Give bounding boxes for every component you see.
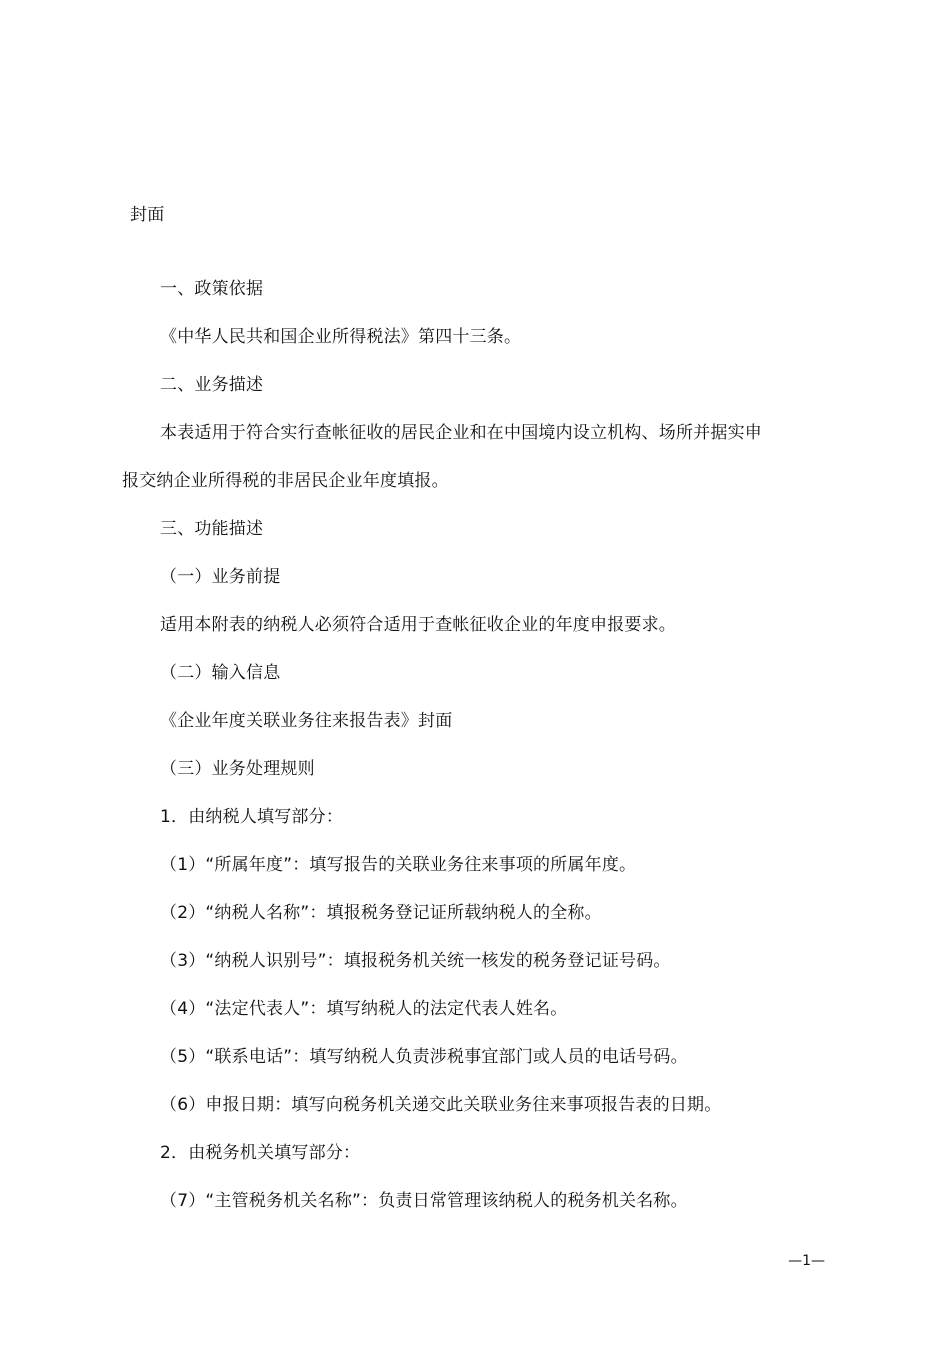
subsection-heading-processing-rules: （三）业务处理规则 [160,759,315,779]
rule-heading-tax-authority-section: 2．由税务机关填写部分： [160,1143,361,1163]
rule-item-5: （5）“联系电话”：填写纳税人负责涉税事宜部门或人员的电话号码。 [160,1047,688,1067]
section-heading-business-description: 二、业务描述 [160,375,264,395]
policy-basis-text: 《中华人民共和国企业所得税法》第四十三条。 [160,327,522,347]
section-heading-policy-basis: 一、政策依据 [160,279,264,299]
business-prerequisite-text: 适用本附表的纳税人必须符合适用于查帐征收企业的年度申报要求。 [160,615,676,635]
business-description-line-1: 本表适用于符合实行查帐征收的居民企业和在中国境内设立机构、场所并据实申 [160,423,762,443]
subsection-heading-input-information: （二）输入信息 [160,663,281,683]
rule-item-4: （4）“法定代表人”：填写纳税人的法定代表人姓名。 [160,999,568,1019]
rule-heading-taxpayer-section: 1．由纳税人填写部分： [160,807,344,827]
page-title: 封面 [130,205,165,225]
business-description-line-2: 报交纳企业所得税的非居民企业年度填报。 [122,471,449,491]
rule-item-6: （6）申报日期：填写向税务机关递交此关联业务往来事项报告表的日期。 [160,1095,722,1115]
page-number: —1— [788,1253,825,1269]
rule-item-3: （3）“纳税人识别号”：填报税务机关统一核发的税务登记证号码。 [160,951,671,971]
rule-item-7: （7）“主管税务机关名称”：负责日常管理该纳税人的税务机关名称。 [160,1191,688,1211]
subsection-heading-business-prerequisite: （一）业务前提 [160,567,281,587]
input-information-text: 《企业年度关联业务往来报告表》封面 [160,711,453,731]
rule-item-2: （2）“纳税人名称”：填报税务登记证所载纳税人的全称。 [160,903,602,923]
section-heading-function-description: 三、功能描述 [160,519,264,539]
rule-item-1: （1）“所属年度”：填写报告的关联业务往来事项的所属年度。 [160,855,637,875]
